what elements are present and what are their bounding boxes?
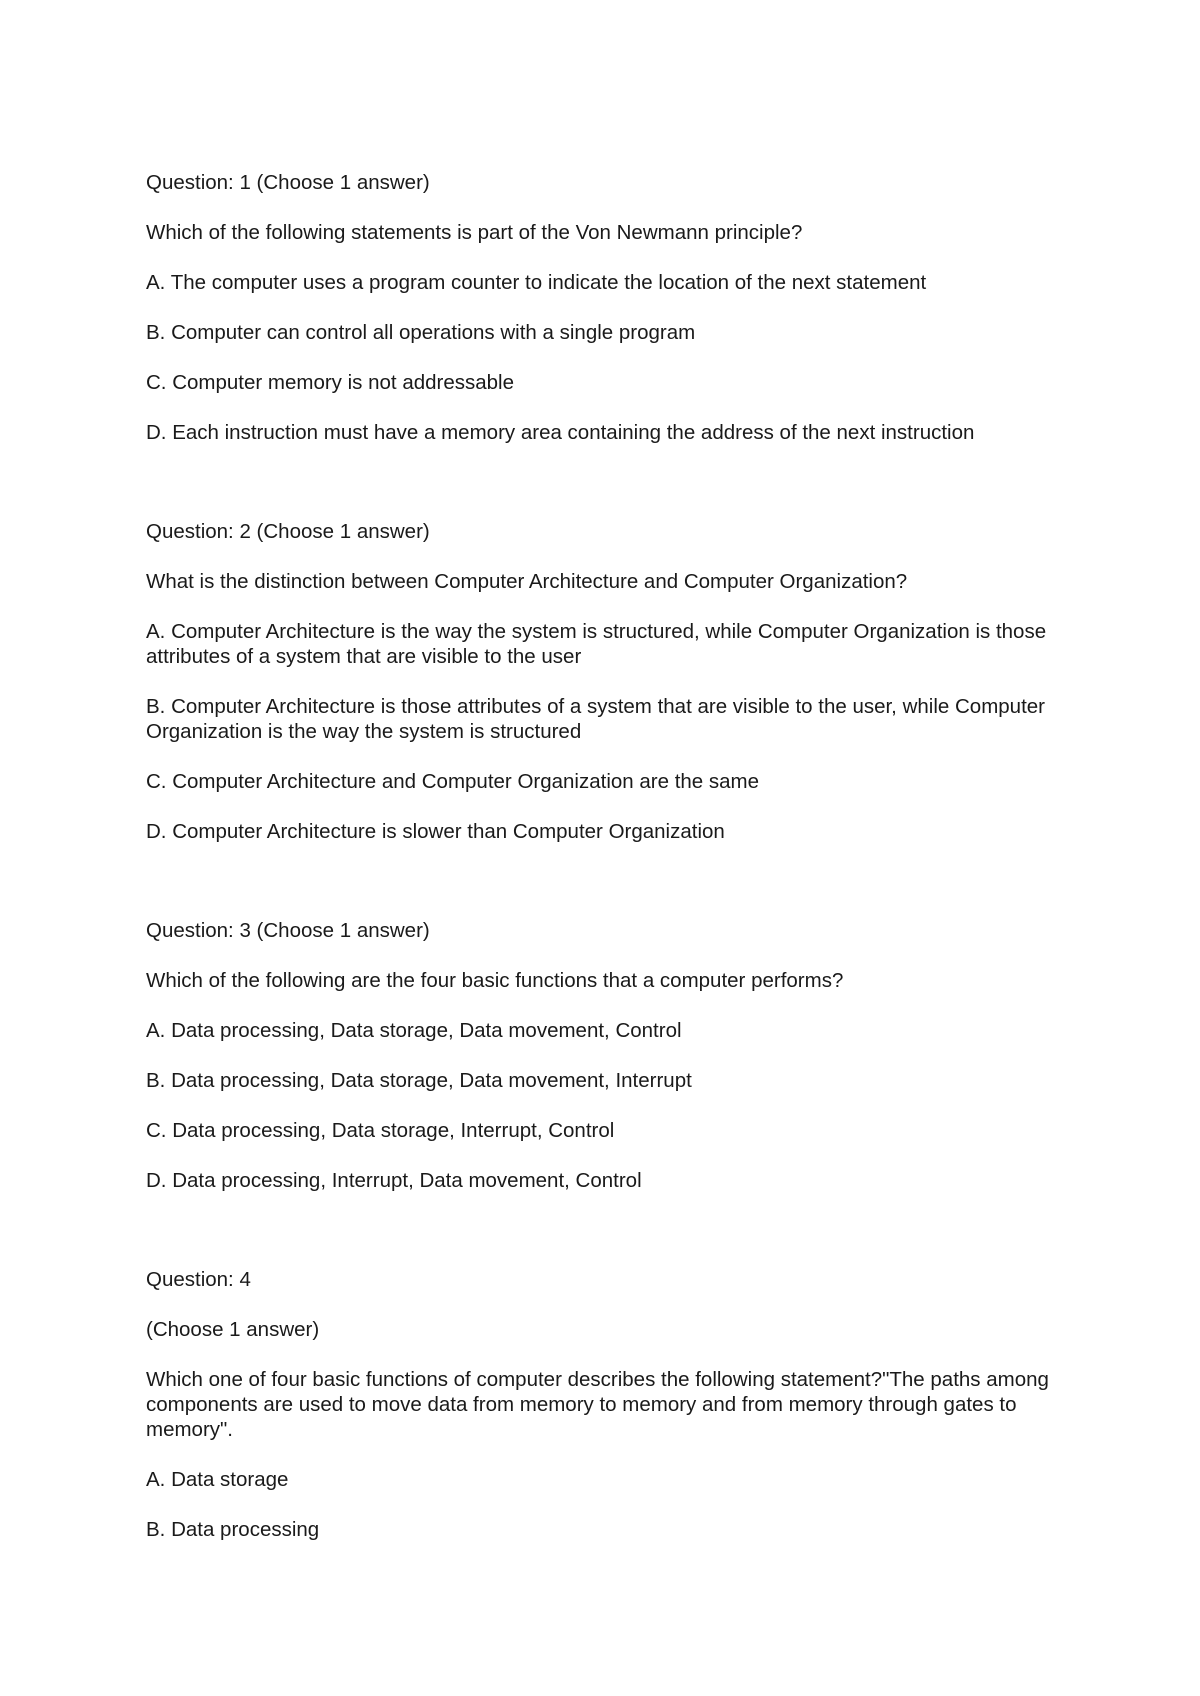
answer-option-b: B. Computer can control all operations with a single program [146, 321, 696, 344]
answer-option-d: D. Computer Architecture is slower than Computer Organization [146, 820, 725, 843]
question-spacer [146, 1193, 1076, 1267]
answer-option-c: C. Computer Architecture and Computer Organization are the same [146, 770, 760, 793]
question-header: Question: 4 [146, 1268, 251, 1291]
answer-option-b: B. Data processing [146, 1518, 320, 1541]
answer-option-b: B. Data processing, Data storage, Data movement, Interrupt [146, 1069, 692, 1092]
answer-option-c: C. Data processing, Data storage, Interrupt, Control [146, 1119, 615, 1142]
question-2 [146, 519, 1076, 844]
question-3 [146, 918, 1076, 1193]
question-prompt: What is the distinction between Computer Architecture and Computer Organization? [146, 570, 908, 593]
answer-option-d: D. Data processing, Interrupt, Data movement, Control [146, 1169, 642, 1192]
question-spacer [146, 844, 1076, 918]
answer-option-a: A. Data storage [146, 1468, 289, 1491]
quiz-content [146, 170, 1076, 1542]
question-header: Question: 2 (Choose 1 answer) [146, 520, 430, 543]
question-header: Question: 3 (Choose 1 answer) [146, 919, 430, 942]
question-4 [146, 1267, 1076, 1542]
question-subheader: (Choose 1 answer) [146, 1318, 320, 1341]
question-1 [146, 170, 1076, 445]
question-prompt: Which of the following are the four basic functions that a computer performs? [146, 969, 844, 992]
question-header: Question: 1 (Choose 1 answer) [146, 171, 430, 194]
answer-option-a: A. Data processing, Data storage, Data movement, Control [146, 1019, 682, 1042]
answer-option-d: D. Each instruction must have a memory area containing the address of the next instruction [146, 421, 975, 444]
answer-option-c: C. Computer memory is not addressable [146, 371, 515, 394]
answer-option-a: A. Computer Architecture is the way the system is structured, while Computer Organization is those attributes of a system that are visible to the user [146, 620, 1047, 668]
question-spacer [146, 445, 1076, 519]
answer-option-a: A. The computer uses a program counter to indicate the location of the next statement [146, 271, 927, 294]
question-prompt: Which one of four basic functions of computer describes the following statement?"The paths among components are used to move data from memory to memory and from memory through gates to memory". [146, 1368, 1049, 1441]
answer-option-b: B. Computer Architecture is those attributes of a system that are visible to the user, while Computer Organization is the way the system is structured [146, 695, 1045, 743]
question-prompt: Which of the following statements is part of the Von Newmann principle? [146, 221, 803, 244]
